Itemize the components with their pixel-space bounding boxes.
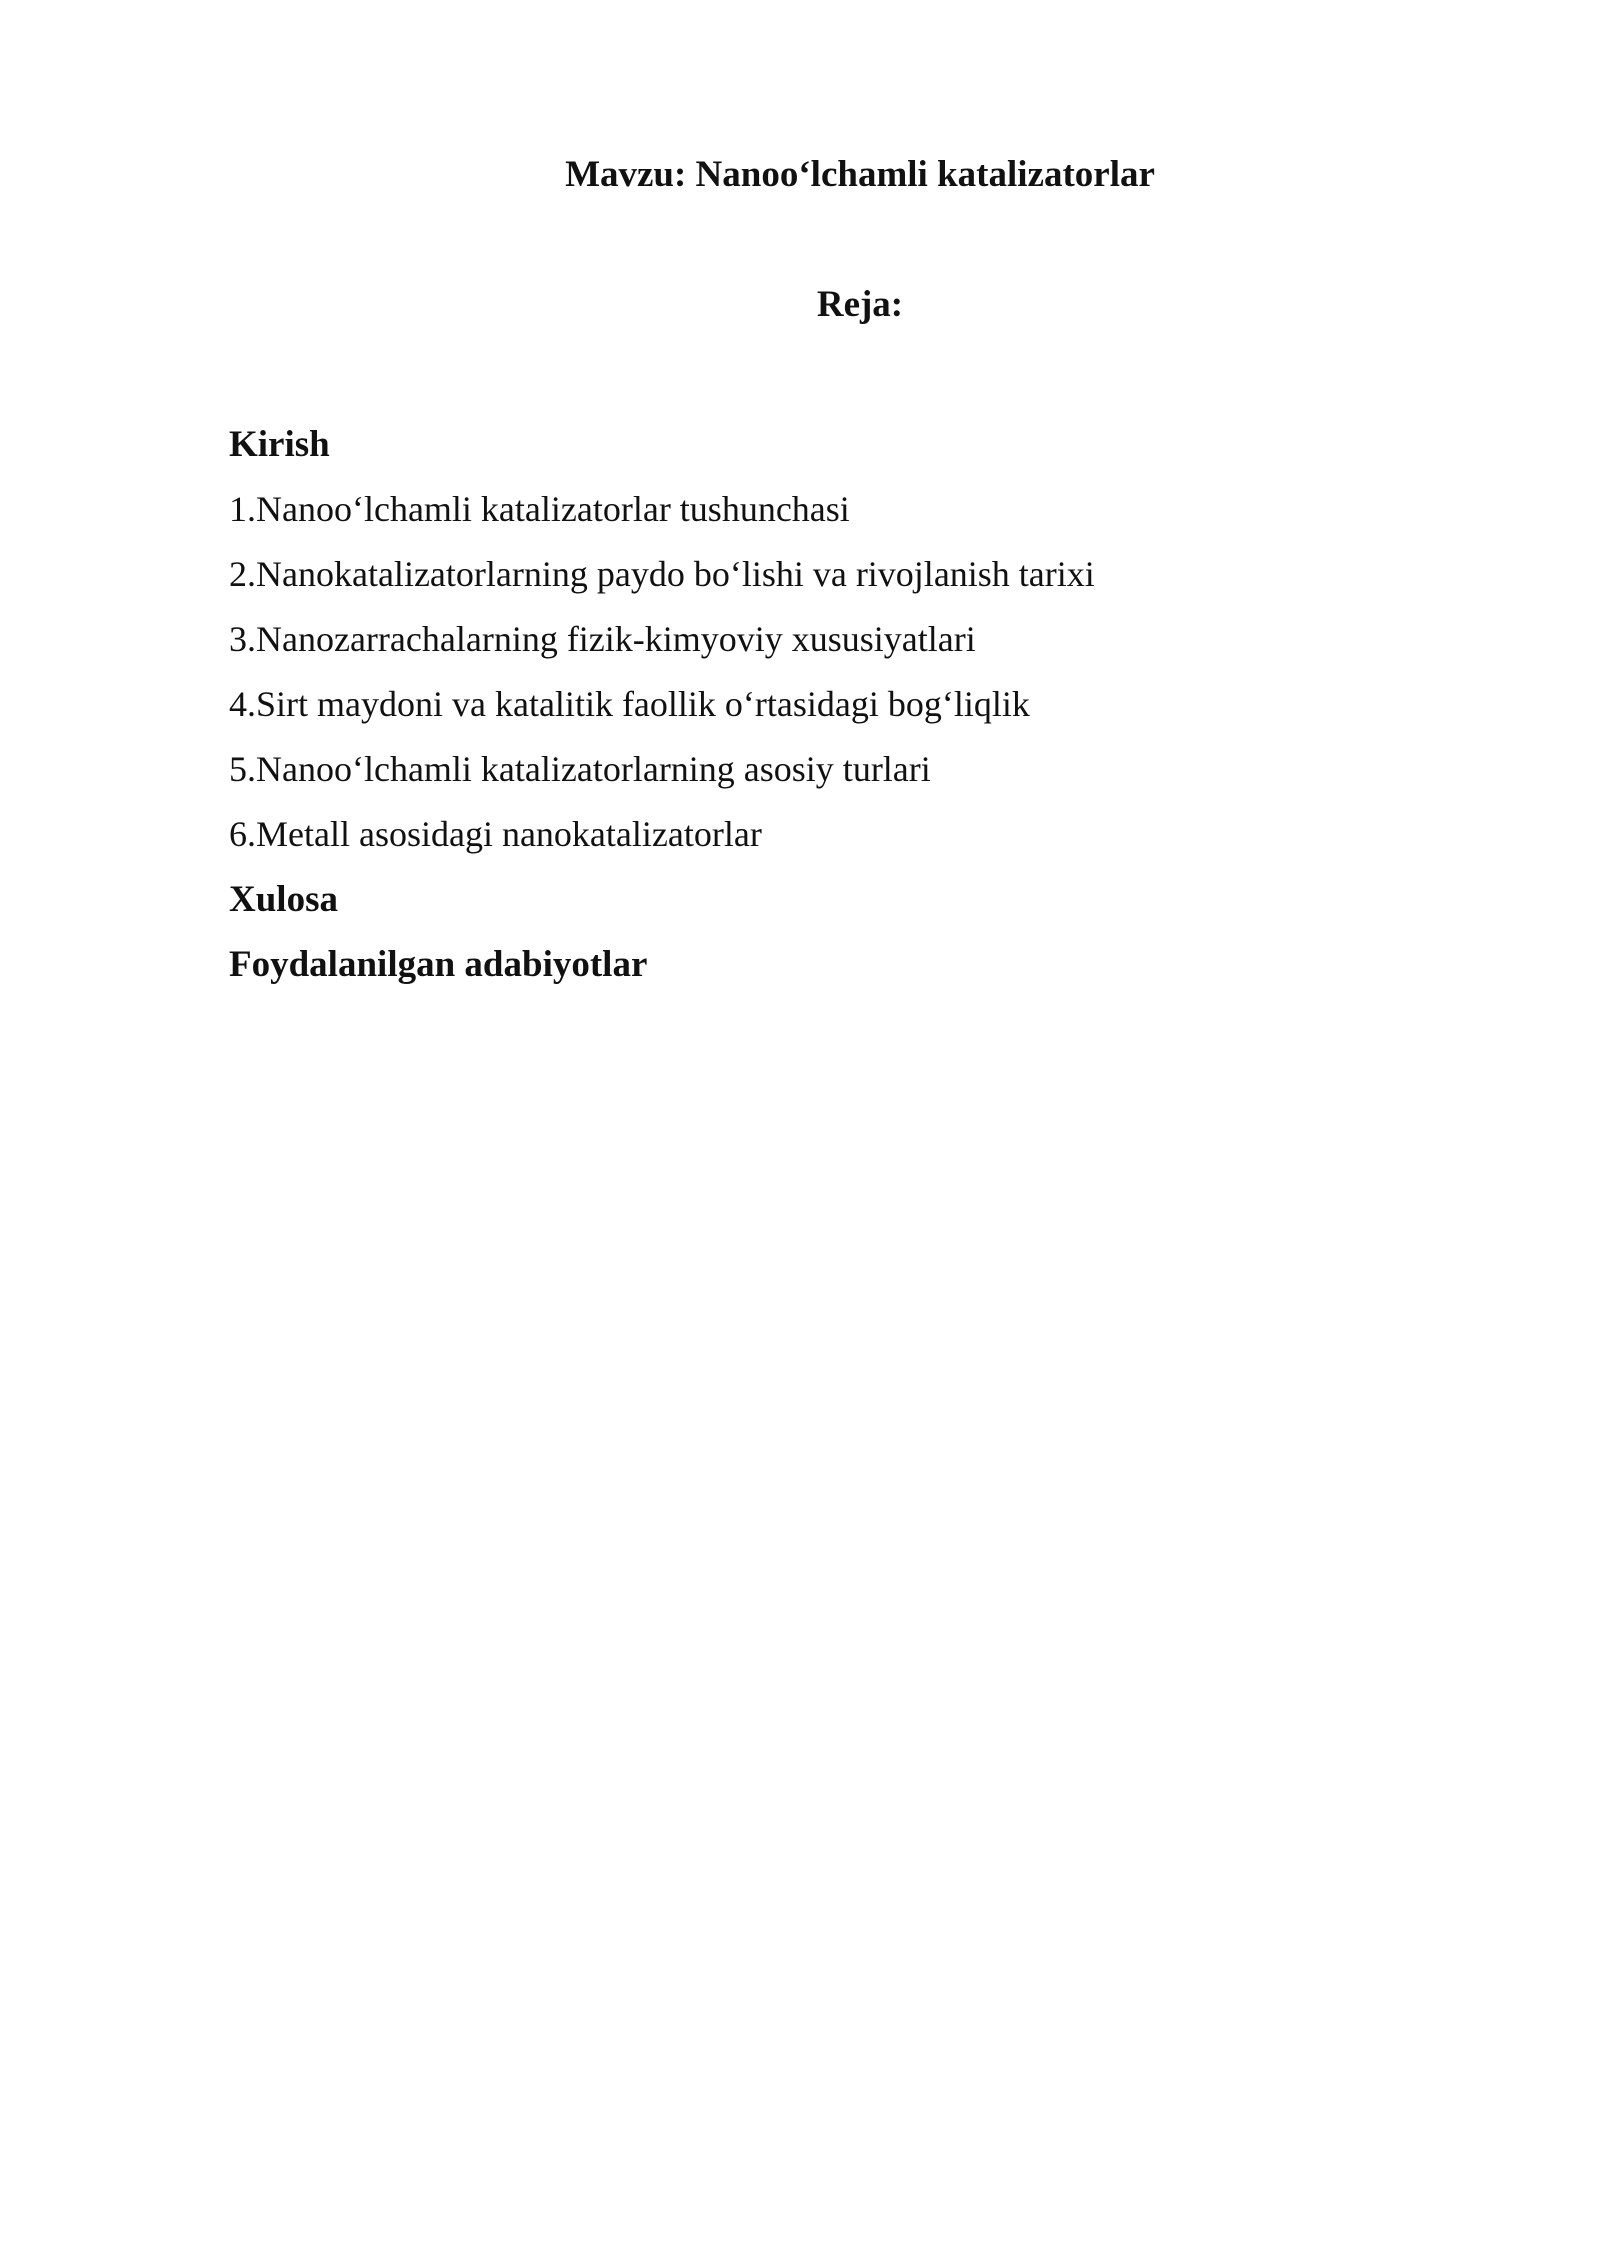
- plan-item-references: Foydalanilgan adabiyotlar: [229, 944, 648, 985]
- plan-item-1: 1.Nanoo‘lchamli katalizatorlar tushunchasi: [229, 489, 850, 529]
- plan-item-6: 6.Metall asosidagi nanokatalizatorlar: [229, 814, 762, 854]
- plan-item-2: 2.Nanokatalizatorlarning paydo bo‘lishi va rivojlanish tarixi: [229, 554, 1095, 594]
- plan-list: [229, 412, 1529, 997]
- plan-item-5: 5.Nanoo‘lchamli katalizatorlarning asosiy turlari: [229, 749, 931, 789]
- plan-item-4: 4.Sirt maydoni va katalitik faollik o‘rtasidagi bog‘liqlik: [229, 684, 1030, 724]
- plan-item-conclusion: Xulosa: [229, 879, 338, 920]
- document-title: Mavzu: Nanoo‘lchamli katalizatorlar: [565, 154, 1155, 195]
- plan-item-3: 3.Nanozarrachalarning fizik-kimyoviy xususiyatlari: [229, 619, 976, 659]
- plan-item-introduction: Kirish: [229, 424, 330, 465]
- plan-heading: Reja:: [816, 284, 904, 325]
